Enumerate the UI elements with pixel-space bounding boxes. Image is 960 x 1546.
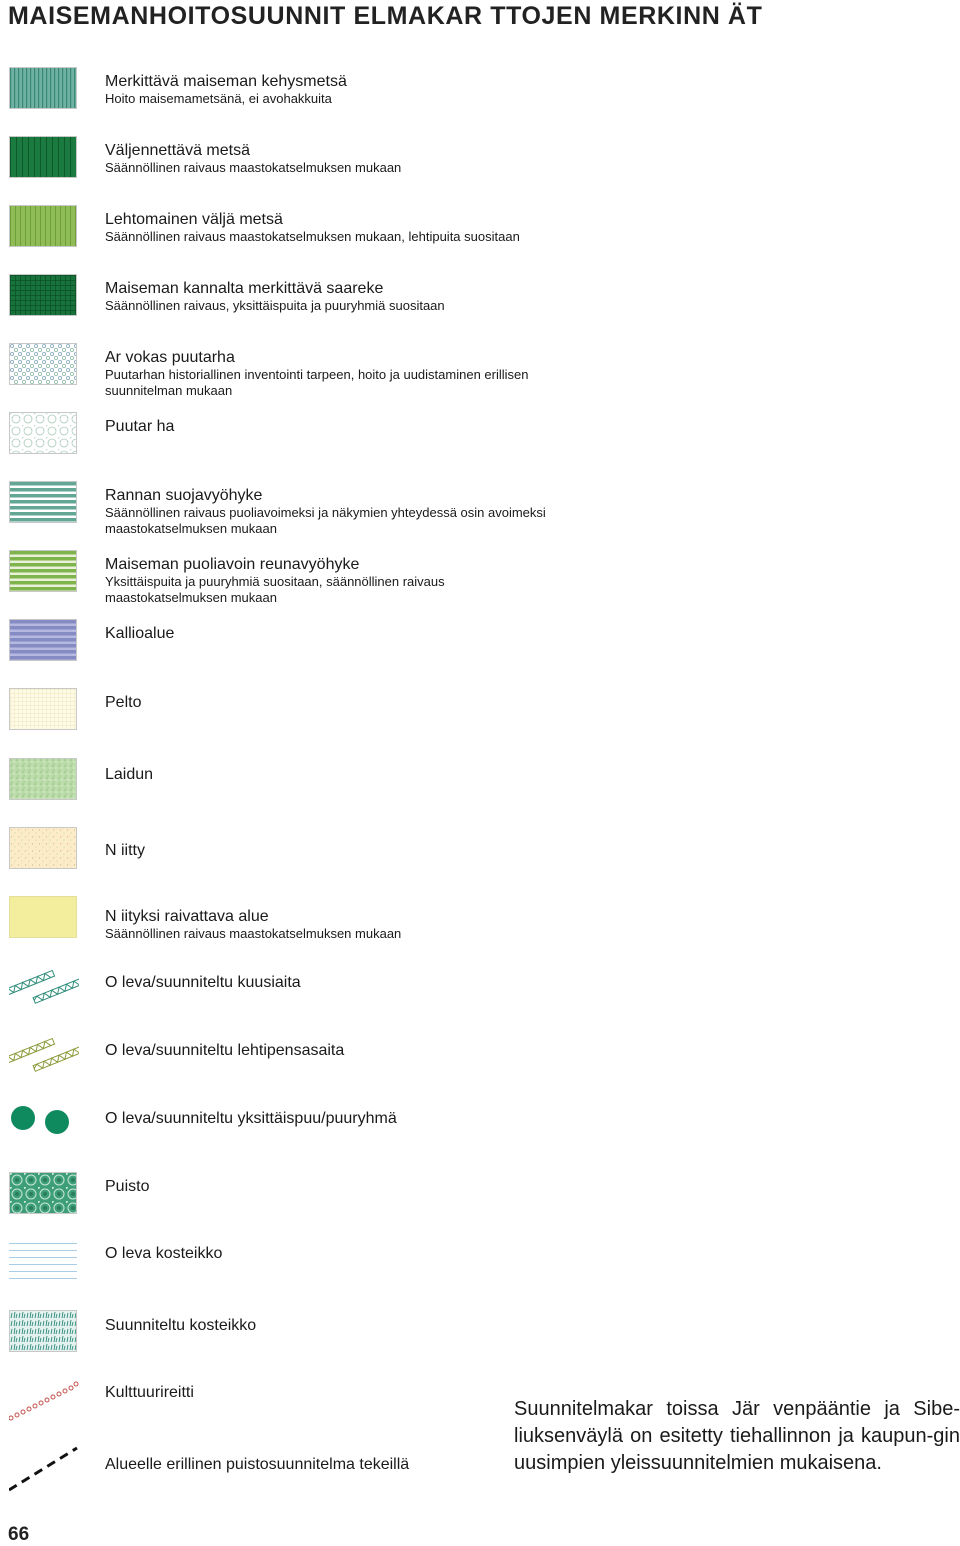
hedge-icon <box>9 1028 79 1088</box>
page-number: 66 <box>8 1524 30 1545</box>
wetland-icon <box>10 1311 76 1351</box>
tree-icon <box>9 1100 79 1160</box>
solid-fill-icon <box>10 897 76 937</box>
pattern-swatch <box>9 205 77 247</box>
legend-item-reunavyohyke <box>0 550 560 610</box>
pattern-swatch <box>9 1172 77 1214</box>
pattern-swatch <box>9 136 77 178</box>
legend-item-pelto <box>0 688 560 748</box>
legend-item-puutarha <box>0 412 560 472</box>
legend-item-puisto <box>0 1172 560 1232</box>
legend-item-lehtipensasaita <box>0 1028 560 1088</box>
horizontal-stripes-icon <box>10 551 76 591</box>
horizontal-stripes-icon <box>10 482 76 522</box>
legend-desc: Säännöllinen raivaus maastokatselmuksen mukaan <box>105 160 402 175</box>
legend-name: O leva/suunniteltu kuusiaita <box>105 974 301 991</box>
pattern-swatch <box>9 896 77 938</box>
legend-name: O leva/suunniteltu yksittäispuu/puuryhmä <box>105 1110 397 1127</box>
legend-name: Puutar ha <box>105 418 175 435</box>
legend-item-lehtomainen-metsa <box>0 205 560 265</box>
pattern-swatch <box>9 619 77 661</box>
pattern-swatch <box>9 67 77 109</box>
speckle-pattern-icon <box>10 759 76 799</box>
legend-desc: Säännöllinen raivaus, yksittäispuita ja puuryhmiä suositaan <box>105 298 445 313</box>
pattern-swatch <box>9 1310 77 1352</box>
vertical-stripes-icon <box>10 206 76 246</box>
legend-item-saareke <box>0 274 560 334</box>
legend-desc: Yksittäispuita ja puuryhmiä suositaan, säännöllinen raivaus maastokatselmuksen mukaan <box>105 574 445 605</box>
map-note: Suunnitelmakar toissa Jär venpääntie ja Sibe-liuksenväylä on esitetty tiehallinnon ja kaupun-gin uusimpien yleissuunnitelmien mukaisena. <box>514 1398 960 1474</box>
legend-name: Puisto <box>105 1178 150 1195</box>
legend-item-puistosuunnitelma <box>0 1444 560 1504</box>
legend-name: Kallioalue <box>105 625 175 642</box>
legend-item-kallioalue <box>0 619 560 679</box>
legend-name: Suunniteltu kosteikko <box>105 1317 257 1334</box>
legend-name: Maiseman kannalta merkittävä saareke <box>105 280 384 297</box>
legend-name: Laidun <box>105 766 154 783</box>
legend-name: O leva/suunniteltu lehtipensasaita <box>105 1042 345 1059</box>
dot-pattern-icon <box>10 344 76 384</box>
legend-item-valjennettava-metsa <box>0 136 560 196</box>
circle-pattern-icon <box>10 413 76 453</box>
legend-name: Maiseman puoliavoin reunavyöhyke <box>105 556 360 573</box>
legend-name: Pelto <box>105 694 142 711</box>
legend-name: Lehtomainen väljä metsä <box>105 211 283 228</box>
legend-name: N iityksi raivattava alue <box>105 908 269 925</box>
pattern-swatch <box>9 758 77 800</box>
legend-item-rannan-suojavyohyke <box>0 481 560 541</box>
legend-item-niitty <box>0 827 560 887</box>
legend-name: N iitty <box>105 842 145 859</box>
pattern-swatch <box>9 550 77 592</box>
legend-desc: Säännöllinen raivaus puoliavoimeksi ja näkymien yhteydessä osin avoimeksi maastokatselmuksen mukaan <box>105 505 546 536</box>
legend-item-arvokas-puutarha <box>0 343 560 403</box>
hedge-icon <box>9 960 79 1020</box>
horizontal-stripes-icon <box>10 620 76 660</box>
legend-name: Alueelle erillinen puistosuunnitelma tekeillä <box>105 1456 410 1473</box>
grid-pattern-icon <box>10 689 76 729</box>
legend-name: Kulttuurireitti <box>105 1384 194 1401</box>
legend-desc: Hoito maisemametsänä, ei avohakkuita <box>105 91 332 106</box>
page-title: MAISEMANHOITOSUUNNIT ELMAKAR TTOJEN MERKINN ÄT <box>8 2 763 30</box>
legend-desc: Säännöllinen raivaus maastokatselmuksen mukaan <box>105 926 402 941</box>
pattern-swatch <box>9 274 77 316</box>
legend-item-niityksi-raivattava <box>0 896 560 956</box>
legend-name: Merkittävä maiseman kehysmetsä <box>105 73 347 90</box>
legend-name: Väljennettävä metsä <box>105 142 250 159</box>
route-icon <box>9 1376 79 1436</box>
pattern-swatch <box>9 827 77 869</box>
legend-item-yksittaispuu <box>0 1100 560 1160</box>
legend-item-kulttuurireitti <box>0 1376 560 1436</box>
pattern-swatch <box>9 688 77 730</box>
park-pattern-icon <box>10 1173 76 1213</box>
pattern-swatch <box>9 343 77 385</box>
grid-pattern-icon <box>10 275 76 315</box>
legend-item-oleva-kosteikko <box>0 1240 560 1300</box>
legend-desc: Puutarhan historiallinen inventointi tarpeen, hoito ja uudistaminen erillisen suunnitelman mukaan <box>105 367 529 398</box>
pattern-swatch <box>9 1240 77 1282</box>
pattern-swatch <box>9 481 77 523</box>
legend-item-suunniteltu-kosteikko <box>0 1310 560 1370</box>
legend-name: O leva kosteikko <box>105 1245 223 1262</box>
legend-desc: Säännöllinen raivaus maastokatselmuksen mukaan, lehtipuita suositaan <box>105 229 520 244</box>
legend-name: Ar vokas puutarha <box>105 349 235 366</box>
legend-item-kehysmetsa <box>0 67 560 127</box>
legend-item-laidun <box>0 758 560 818</box>
legend-name: Rannan suojavyöhyke <box>105 487 263 504</box>
dashed-line-icon <box>9 1444 79 1504</box>
legend-item-kuusiaita <box>0 960 560 1020</box>
wetland-icon <box>9 1240 77 1282</box>
vertical-stripes-icon <box>10 137 76 177</box>
speckle-pattern-icon <box>10 828 76 868</box>
vertical-stripes-icon <box>10 68 76 108</box>
pattern-swatch <box>9 412 77 454</box>
